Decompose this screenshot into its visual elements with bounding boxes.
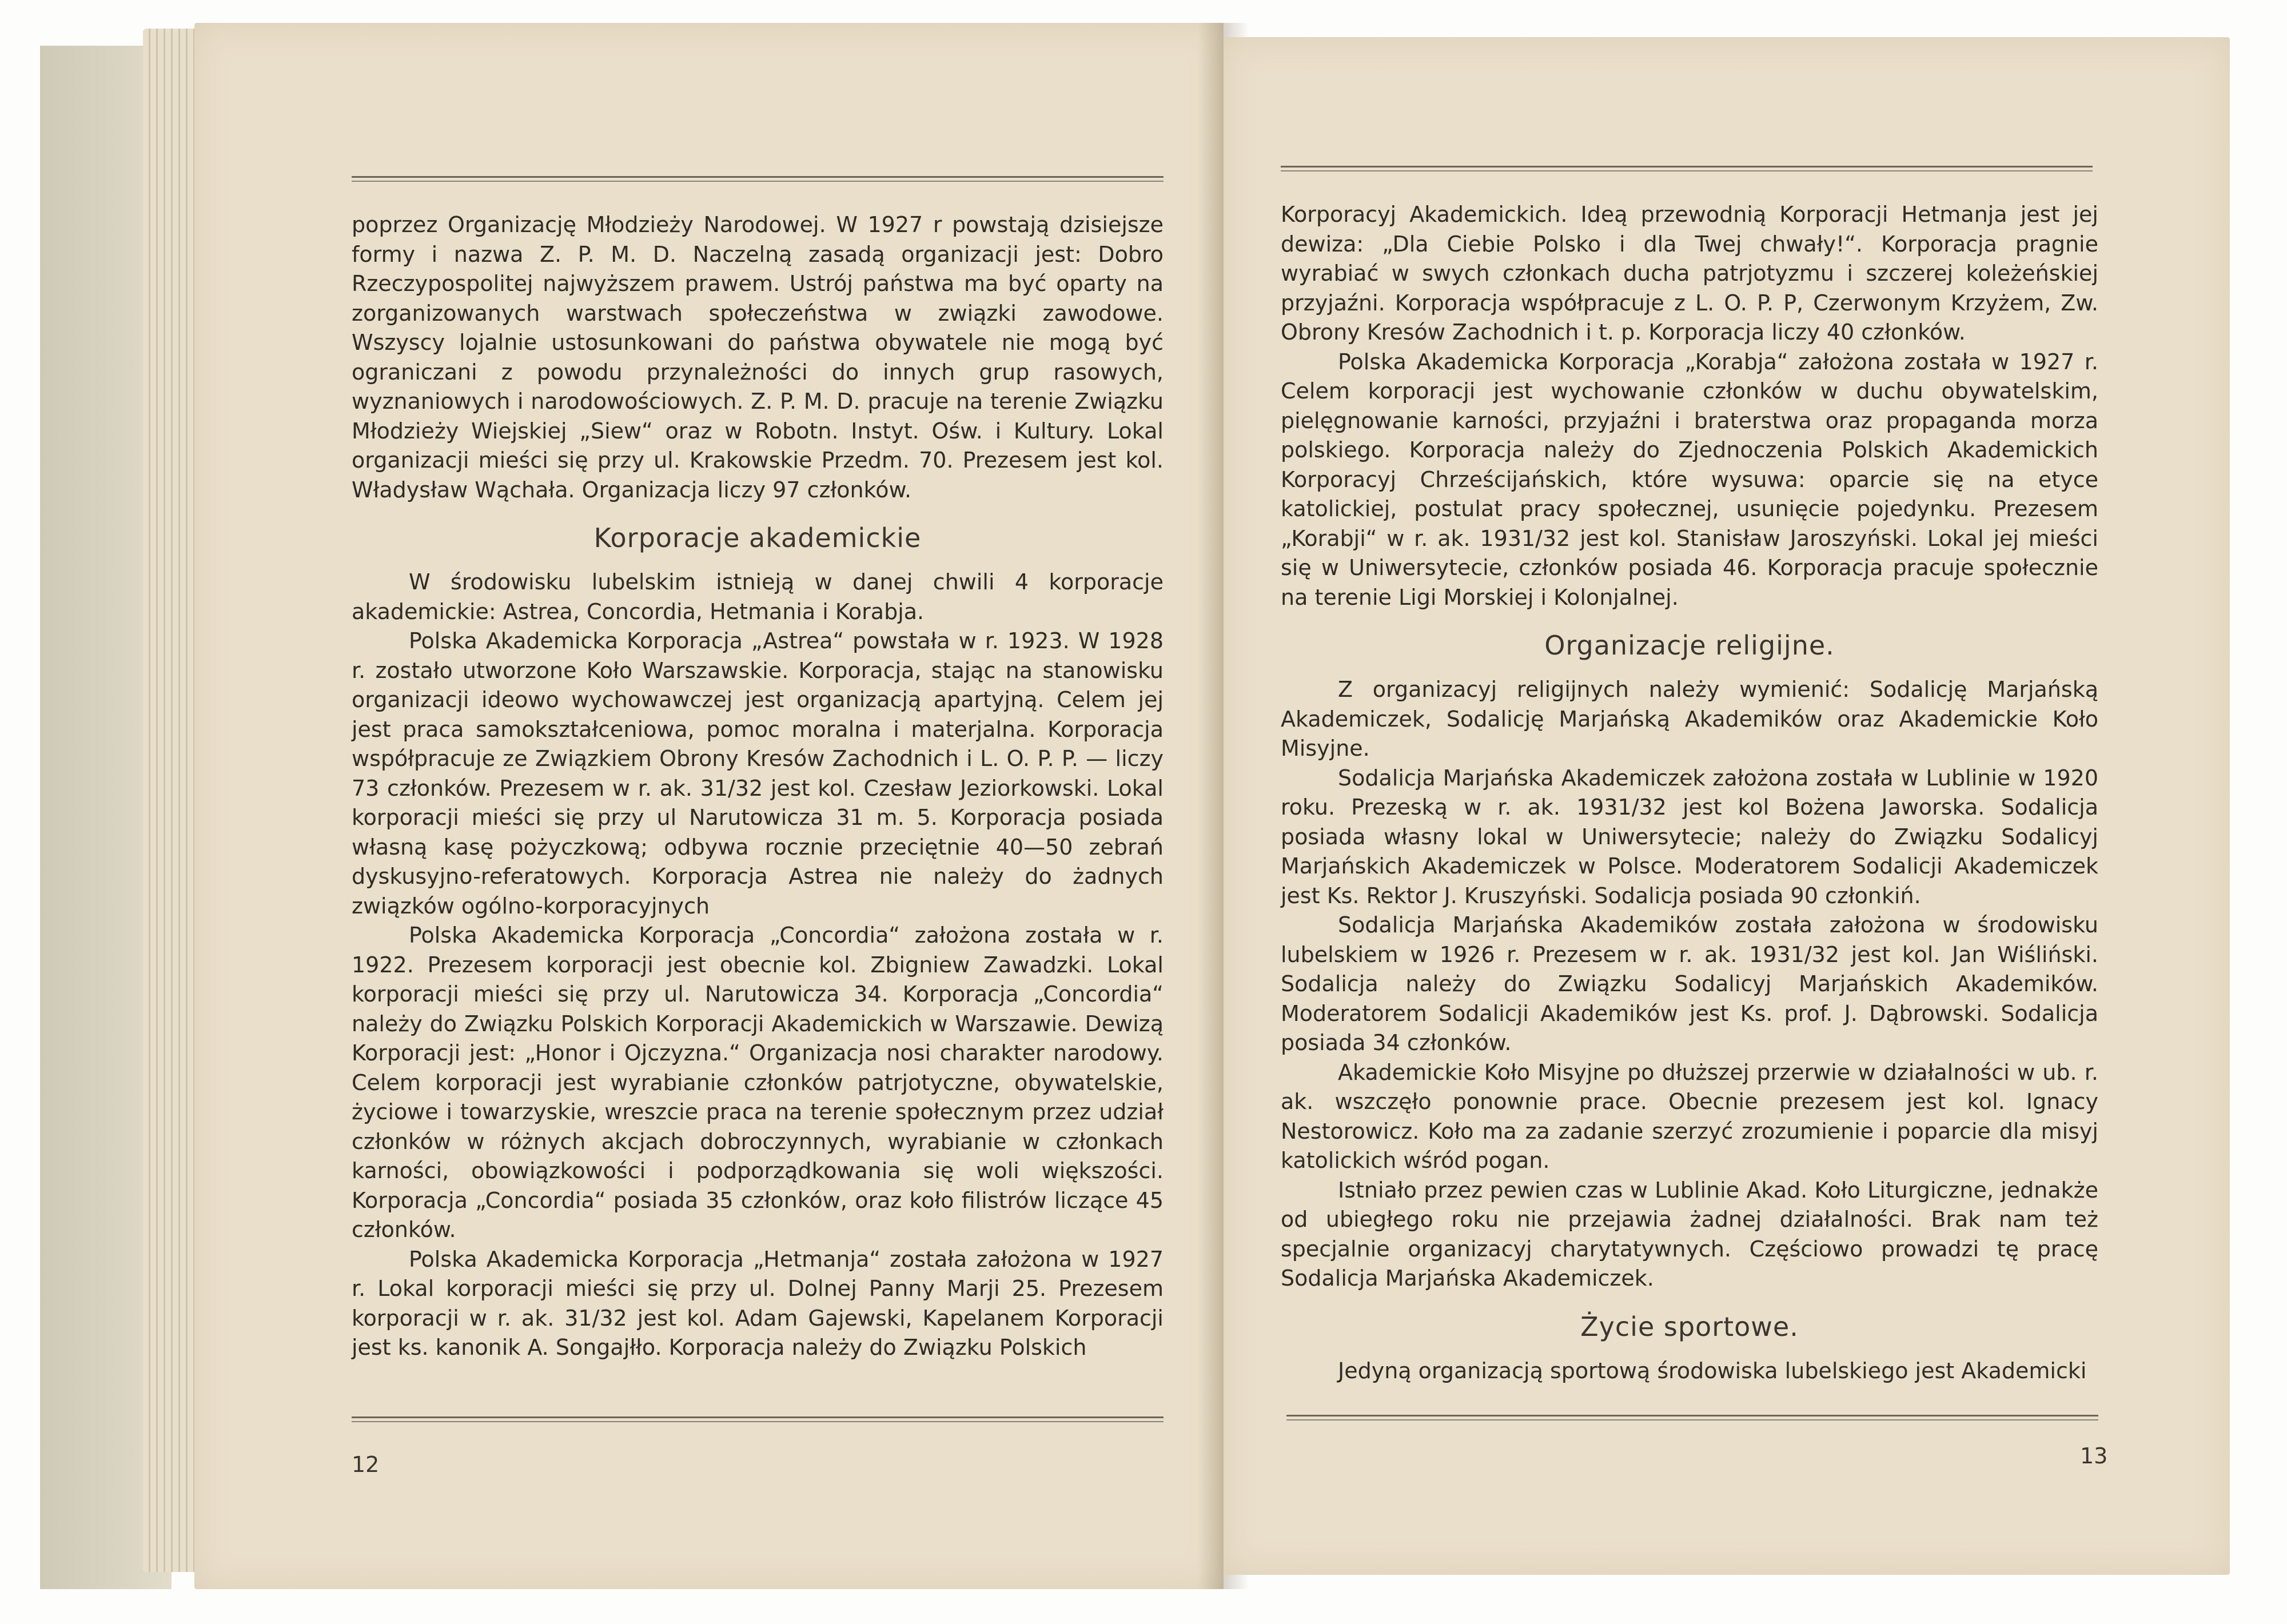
- right-paragraph-7: Istniało przez pewien czas w Lublinie Akad. Koło Liturgiczne, jednakże od ubiegłego roku nie przejawia żadnej działalności. Brak nam też specjalnie organizacyj charytatywnych. Częściowo prowadzi tę pracę Sodalicja Marjańska Akademiczek.: [1281, 1177, 2098, 1291]
- right-paragraph-5: Sodalicja Marjańska Akademików została założona w środowisku lubelskiem w 1926 r. Prezesem w r. ak. 1931/32 jest kol. Jan Wiśliński. Sodalicja należy do Związku Sodalicyj Marjańskich Akademików. Moderatorem Sodalicji Akademików jest Ks. prof. J. Dąbrowski. Sodalicja posiada 34 członków.: [1281, 912, 2098, 1055]
- right-text-column: [1281, 200, 2098, 1386]
- right-paragraph-1: Korporacyj Akademickich. Ideą przewodnią Korporacji Hetmanja jest jej dewiza: „Dla Ciebie Polsko i dla Twej chwały!“. Korporacja pragnie wyrabiać w swych członkach ducha patrjotyzmu i szczerej koleżeńskiej przyjaźni. Korporacja współpracuje z L. O. P. P, Czerwonym Krzyżem, Zw. Obrony Kresów Zachodnich i t. p. Korporacja liczy 40 członków.: [1281, 202, 2098, 345]
- left-paragraph-4: Polska Akademicka Korporacja „Concordia“ założona została w r. 1922. Prezesem korporacji jest obecnie kol. Zbigniew Zawadzki. Lokal korporacji mieści się przy ul. Narutowicza 34. Korporacja „Concordia“ należy do Związku Polskich Korporacji Akademickich w Warszawie. Dewizą Korporacji jest: „Honor i Ojczyzna.“ Organizacja nosi charakter narodowy. Celem korporacji jest wyrabianie członków patrjotyczne, obywatelskie, życiowe i towarzyskie, wreszcie praca na terenie społecznym przez udział członków w różnych akcjach dobroczynnych, wyrabianie w członkach karności, obowiązkowości i podporządkowania się woli większości. Korporacja „Concordia“ posiada 35 członków, oraz koło filistrów liczące 45 członków.: [352, 923, 1164, 1242]
- right-bottom-rule: [1286, 1415, 2098, 1420]
- heading-korporacje: Korporacje akademickie: [593, 522, 922, 553]
- right-paragraph-2: Polska Akademicka Korporacja „Korabja“ założona została w 1927 r. Celem korporacji jest wychowanie członków w duchu obywatelskim, pielęgnowanie karności, przyjaźni i braterstwa oraz propaganda morza polskiego. Korporacja należy do Zjednoczenia Polskich Akademickich Korporacyj Chrześcijańskich, które wysuwa: oparcie się na etyce katolickiej, postulat pracy społecznej, usunięcie pojedynku. Prezesem „Korabji“ w r. ak. 1931/32 jest kol. Stanisław Jaroszyński. Lokal jej mieści się w Uniwersytecie, członków posiada 46. Korporacja pracuje społecznie na terenie Ligi Morskiej i Kolonjalnej.: [1281, 349, 2098, 610]
- left-top-rule: [352, 176, 1164, 182]
- left-paragraph-2: W środowisku lubelskim istnieją w danej chwili 4 korporacje akademickie: Astrea, Concordia, Hetmania i Korabja.: [352, 569, 1164, 624]
- right-top-rule: [1281, 166, 2093, 171]
- right-paragraph-4: Sodalicja Marjańska Akademiczek założona została w Lublinie w 1920 roku. Prezeską w r. ak. 1931/32 jest kol Bożena Jaworska. Sodalicja posiada własny lokal w Uniwersytecie; należy do Związku Sodalicyj Marjańskich Akademiczek w Polsce. Moderatorem Sodalicji Akademiczek jest Ks. Rektor J. Kruszyński. Sodalicja posiada 90 członkiń.: [1281, 765, 2098, 908]
- right-paragraph-8: Jedyną organizacją sportową środowiska lubelskiego jest Akademicki: [1338, 1358, 2087, 1383]
- right-page-number: 13: [2080, 1443, 2108, 1469]
- right-paragraph-6: Akademickie Koło Misyjne po dłuższej przerwie w działalności w ub. r. ak. wszczęło ponownie prace. Obecnie prezesem jest kol. Ignacy Nestorowicz. Koło ma za zadanie szerzyć zrozumienie i poparcie dla misyj katolickich wśród pogan.: [1281, 1059, 2098, 1173]
- left-page-number: 12: [352, 1452, 380, 1477]
- heading-organizacje-religijne: Organizacje religijne.: [1544, 630, 1835, 661]
- left-paragraph-1: poprzez Organizację Młodzieży Narodowej. W 1927 r powstają dzisiejsze formy i nazwa Z. P. M. D. Naczelną zasadą organizacji jest: Dobro Rzeczypospolitej najwyższem prawem. Ustrój państwa ma być oparty na zorganizowanych warstwach społeczeństwa w związki zawodowe. Wszyscy lojalnie ustosunkowani do państwa obywatele nie mogą być ograniczani z powodu przynależności do innych grup rasowych, wyznaniowych i narodowościowych. Z. P. M. D. pracuje na terenie Związku Młodzieży Wiejskiej „Siew“ oraz w Robotn. Instyt. Ośw. i Kultury. Lokal organizacji mieści się przy ul. Krakowskie Przedm. 70. Prezesem jest kol. Władysław Wąchała. Organizacja liczy 97 członków.: [352, 212, 1164, 502]
- heading-zycie-sportowe: Życie sportowe.: [1580, 1311, 1799, 1342]
- left-paragraph-5: Polska Akademicka Korporacja „Hetmanja“ została założona w 1927 r. Lokal korporacji mieści się przy ul. Dolnej Panny Marji 25. Prezesem korporacji w r. ak. 31/32 jest kol. Adam Gajewski, Kapelanem Korporacji jest ks. kanonik A. Songajłło. Korporacja należy do Związku Polskich: [352, 1246, 1164, 1360]
- left-bottom-rule: [352, 1416, 1164, 1422]
- right-paragraph-3: Z organizacyj religijnych należy wymienić: Sodalicję Marjańską Akademiczek, Sodalicję Marjańską Akademików oraz Akademickie Koło Misyjne.: [1281, 677, 2098, 761]
- left-paragraph-3: Polska Akademicka Korporacja „Astrea“ powstała w r. 1923. W 1928 r. zostało utworzone Koło Warszawskie. Korporacja, stając na stanowisku organizacji ideowo wychowawczej jest organizacją apartyjną. Celem jej jest praca samokształceniowa, pomoc moralna i materjalna. Korporacja współpracuje ze Związkiem Obrony Kresów Zachodnich i L. O. P. P. — liczy 73 członków. Prezesem w r. ak. 31/32 jest kol. Czesław Jeziorkowski. Lokal korporacji mieści się przy ul Narutowicza 31 m. 5. Korporacja posiada własną kasę pożyczkową; odbywa rocznie przeciętnie 40—50 zebrań dyskusyjno-referatowych. Korporacja Astrea nie należy do żadnych związków ogólno-korporacyjnych: [352, 628, 1164, 919]
- left-text-column: [352, 210, 1164, 1363]
